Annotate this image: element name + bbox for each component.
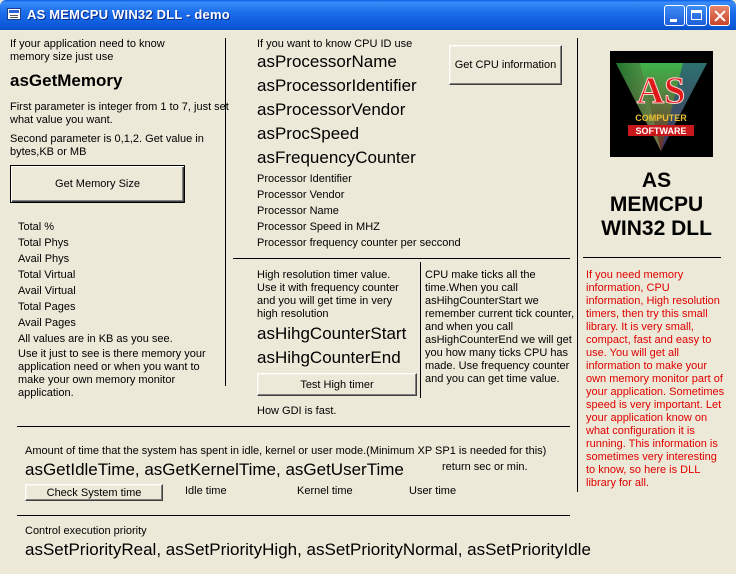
system-time-intro: Amount of time that the system has spent in idle, kernel or user mode.(Minimum XP SP1 is needed for this) xyxy=(25,445,547,457)
brand-line-win32-dll: WIN32 DLL xyxy=(601,217,712,240)
memory-label-total-phys: Total Phys xyxy=(18,237,69,249)
kernel-time-label: Kernel time xyxy=(297,485,353,497)
memory-param2: Second parameter is 0,1,2. Get value in bytes,KB or MB xyxy=(10,133,204,158)
memory-label-avail-virtual: Avail Virtual xyxy=(18,285,76,297)
timer-intro: High resolution timer value. Use it with frequency counter and you will get time in very high resolution xyxy=(257,269,399,320)
close-button[interactable] xyxy=(709,5,730,26)
timer-ticks-note: CPU make ticks all the time.When you call asHihgCounterStart we remember current tick counter, and when you call asHighCounterEnd we will get you how many ticks CPU has made. Use frequency counter and you can get time value. xyxy=(425,269,575,385)
cpu-label-frequency: Processor frequency counter per seccond xyxy=(257,237,461,249)
divider-right xyxy=(577,38,578,492)
brand-description: If you need memory information, CPU information, High resolution timers, then try this small library. It is very small, compact, fast and easy to use. You will get all information to make your own memory monitor part of your application. Sometimes speed is very important. Let your application know on what configuration it is running. This information is sometimes very interesting to know, so here is DLL library for all. xyxy=(586,269,725,489)
timer-func-end: asHihgCounterEnd xyxy=(257,348,401,367)
maximize-button[interactable] xyxy=(686,5,707,26)
divider-timer xyxy=(420,262,421,398)
cpu-label-vendor: Processor Vendor xyxy=(257,189,345,201)
cpu-func-processor-vendor: asProcessorVendor xyxy=(257,100,406,119)
memory-label-total-percent: Total % xyxy=(18,221,55,233)
title-bar[interactable] xyxy=(0,0,736,30)
user-time-label: User time xyxy=(409,485,457,497)
brand-line-as: AS xyxy=(641,169,672,192)
test-high-timer-button[interactable]: Test High timer xyxy=(257,373,417,396)
cpu-func-frequency-counter: asFrequencyCounter xyxy=(257,148,416,167)
timer-gdi-note: How GDI is fast. xyxy=(257,405,337,417)
as-computer-software-logo xyxy=(610,51,713,157)
logo-letters: AS xyxy=(636,70,686,112)
app-icon[interactable] xyxy=(7,8,21,20)
get-memory-size-button[interactable]: Get Memory Size xyxy=(10,165,185,203)
cpu-label-identifier: Processor Identifier xyxy=(257,173,352,185)
cpu-func-proc-speed: asProcSpeed xyxy=(257,124,360,143)
memory-use-note: Use it just to see is there memory your application need or when you want to make your own memory monitor application. xyxy=(18,348,206,399)
memory-label-avail-pages: Avail Pages xyxy=(18,317,76,329)
memory-label-total-pages: Total Pages xyxy=(18,301,76,313)
timer-func-start: asHihgCounterStart xyxy=(257,324,407,343)
memory-kb-note: All values are in KB as you see. xyxy=(18,333,173,345)
memory-label-total-virtual: Total Virtual xyxy=(18,269,76,281)
cpu-intro: If you want to know CPU ID use xyxy=(257,38,413,50)
divider-system-time xyxy=(17,426,570,427)
cpu-label-speed: Processor Speed in MHZ xyxy=(257,221,380,233)
divider-brand xyxy=(583,257,721,258)
minimize-button[interactable] xyxy=(664,5,685,26)
divider-priority xyxy=(17,515,570,516)
get-cpu-information-button[interactable]: Get CPU information xyxy=(449,45,562,85)
brand-line-memcpu: MEMCPU xyxy=(609,193,704,216)
cpu-func-processor-name: asProcessorName xyxy=(257,52,397,71)
memory-param1: First parameter is integer from 1 to 7, just set what value you want. xyxy=(10,101,229,126)
priority-funcs: asSetPriorityReal, asSetPriorityHigh, asSetPriorityNormal, asSetPriorityIdle xyxy=(25,540,591,559)
cpu-func-processor-identifier: asProcessorIdentifier xyxy=(257,76,417,95)
check-system-time-button[interactable]: Check System time xyxy=(25,484,163,501)
logo-line-software: SOFTWARE xyxy=(635,126,687,136)
logo-line-computer: COMPUTER xyxy=(635,113,687,123)
memory-func-name: asGetMemory xyxy=(10,71,123,90)
system-time-funcs: asGetIdleTime, asGetKernelTime, asGetUserTime xyxy=(25,460,404,479)
logo-graphic xyxy=(610,51,713,157)
memory-label-avail-phys: Avail Phys xyxy=(18,253,70,265)
divider-left xyxy=(225,38,226,386)
idle-time-label: Idle time xyxy=(185,485,227,497)
client-area xyxy=(0,30,736,574)
system-time-return-note: return sec or min. xyxy=(442,461,528,473)
window-title: AS MEMCPU WIN32 DLL - demo xyxy=(27,7,230,22)
divider-cpu-timer xyxy=(233,258,570,259)
cpu-label-name: Processor Name xyxy=(257,205,339,217)
memory-intro: If your application need to know memory size just use xyxy=(10,38,165,63)
priority-intro: Control execution priority xyxy=(25,525,147,537)
